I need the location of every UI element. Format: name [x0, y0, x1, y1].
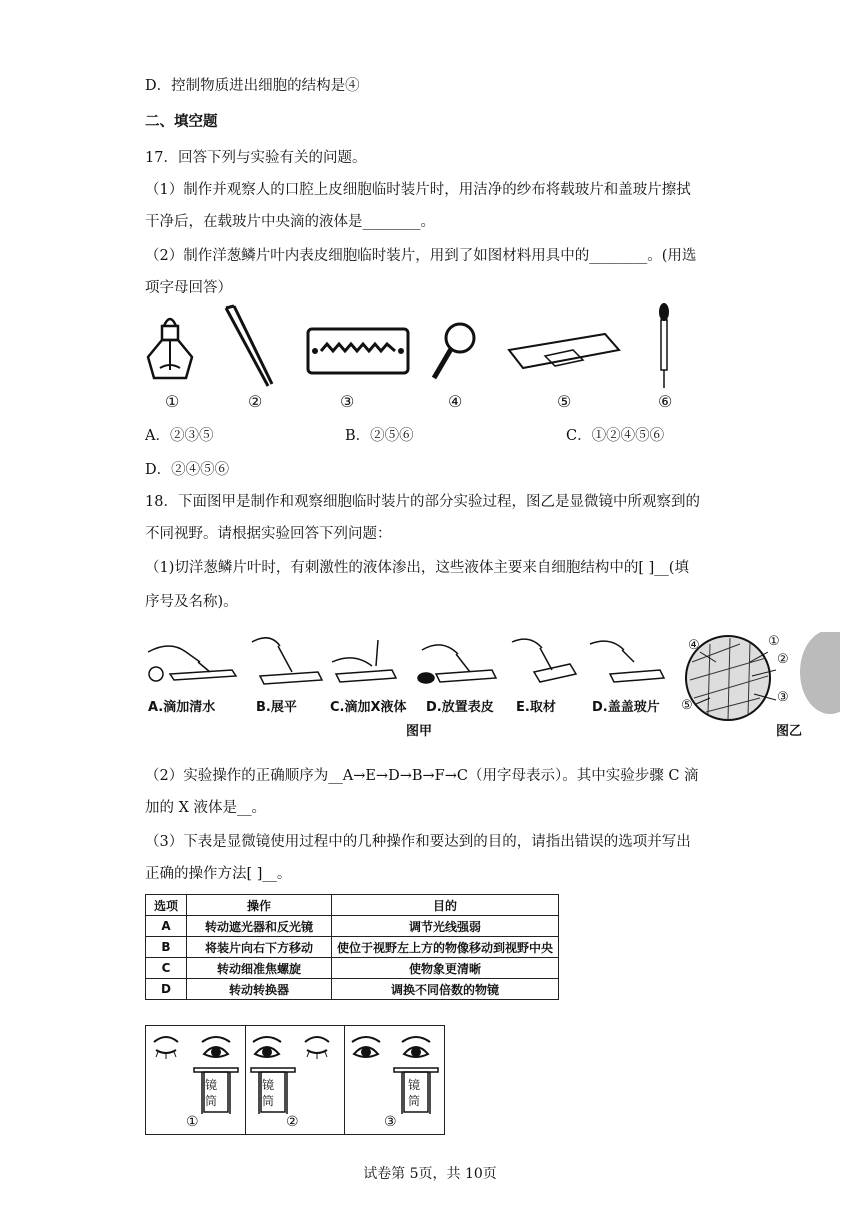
option-a: A．②③⑤ [145, 428, 214, 444]
table-cell: 使物象更清晰 [332, 958, 559, 979]
figure-yi-label: 图乙 [776, 724, 803, 739]
q17-part1: （1）制作并观察人的口腔上皮细胞临时装片时，用洁净的纱布将载玻片和盖玻片擦拭 [145, 182, 691, 198]
microscope-operations-table [145, 894, 559, 1000]
option-c: C．①②④⑤⑥ [566, 428, 665, 444]
table-cell: 转动转换器 [187, 979, 332, 1000]
q17-part2-cont: 项字母回答） [145, 280, 232, 296]
cell-label: ④ [688, 638, 700, 653]
q18-part1-cont: 序号及名称)。 [145, 594, 238, 610]
dropper-bottle-icon [140, 312, 200, 384]
q17-part2: （2）制作洋葱鳞片叶内表皮细胞临时装片，用到了如图材料用具中的________。(用选 [145, 248, 697, 264]
q18-part3: （3）下表是显微镜使用过程中的几种操作和要达到的目的，请指出错误的选项并写出 [145, 834, 691, 850]
table-header: 目的 [332, 895, 559, 916]
tool-number: ① [165, 392, 180, 411]
table-header: 操作 [187, 895, 332, 916]
tube-label: 筒 [205, 1094, 218, 1108]
figure-jia-label: 图甲 [406, 724, 433, 739]
table-row [146, 979, 559, 1000]
lab-tools-figure [140, 302, 700, 414]
step-label: D.盖盖玻片 [592, 700, 660, 715]
tool-number: ④ [448, 392, 463, 411]
tube-label: 筒 [408, 1094, 421, 1108]
step-label: E.取材 [516, 700, 556, 715]
experiment-steps-figure [140, 632, 840, 744]
tool-number: ③ [340, 392, 355, 411]
table-cell: 转动细准焦螺旋 [187, 958, 332, 979]
option-d: D．②④⑤⑥ [145, 462, 230, 478]
cell-label: ① [768, 634, 780, 649]
tube-label: 镜 [205, 1078, 218, 1092]
q18-part3-cont: 正确的操作方法[ ]__。 [145, 866, 292, 882]
tube-label: 镜 [262, 1078, 275, 1092]
option-d-line: D．控制物质进出细胞的结构是④ [145, 78, 360, 94]
tweezers-icon [220, 304, 280, 390]
question-17: 17．回答下列与实验有关的问题。 [145, 150, 367, 166]
tube-label: 镜 [408, 1078, 421, 1092]
table-cell: A [146, 916, 187, 937]
table-cell: C [146, 958, 187, 979]
tool-number: ② [248, 392, 263, 411]
panel-number: ③ [384, 1114, 397, 1130]
q18-part2: （2）实验操作的正确顺序为__A→E→D→B→F→C（用字母表示）。其中实验步骤 C 滴 [145, 768, 699, 784]
table-row [146, 937, 559, 958]
table-row [146, 958, 559, 979]
panel-number: ① [186, 1114, 199, 1130]
q18-part2-cont: 加的 X 液体是__。 [145, 800, 267, 816]
cell-label: ② [777, 652, 789, 667]
table-cell: 使位于视野左上方的物像移动到视野中央 [332, 937, 559, 958]
glass-slide-icon [505, 330, 623, 372]
razor-blade-icon [305, 326, 411, 376]
q18-part1: （1)切洋葱鳞片叶时，有刺激性的液体渗出，这些液体主要来自细胞结构中的[ ]__(填 [145, 560, 689, 576]
tool-number: ⑤ [557, 392, 572, 411]
step-label: A.滴加清水 [148, 700, 216, 715]
option-b: B．②⑤⑥ [345, 428, 414, 444]
step-label: B.展平 [256, 700, 297, 715]
step-label: D.放置表皮 [426, 700, 494, 715]
step-label: C.滴加X液体 [330, 700, 407, 715]
dropper-icon [654, 302, 674, 392]
cell-label: ⑤ [681, 698, 693, 713]
table-cell: 调节光线强弱 [332, 916, 559, 937]
tool-number: ⑥ [658, 392, 673, 411]
eye-observation-figure [145, 1025, 445, 1135]
table-cell: 将装片向右下方移动 [187, 937, 332, 958]
tube-label: 筒 [262, 1094, 275, 1108]
table-cell: 转动遮光器和反光镜 [187, 916, 332, 937]
cell-label: ③ [777, 690, 789, 705]
table-cell: D [146, 979, 187, 1000]
table-header-row [146, 895, 559, 916]
panel-number: ② [286, 1114, 299, 1130]
table-header: 选项 [146, 895, 187, 916]
question-18-cont: 不同视野。请根据实验回答下列问题： [145, 526, 392, 542]
table-cell: 调换不同倍数的物镜 [332, 979, 559, 1000]
table-cell: B [146, 937, 187, 958]
question-18: 18．下面图甲是制作和观察细胞临时装片的部分实验过程，图乙是显微镜中所观察到的 [145, 494, 700, 510]
table-row [146, 916, 559, 937]
q17-part1-cont: 干净后，在载玻片中央滴的液体是________。 [145, 214, 435, 230]
steps-drawing [140, 632, 840, 744]
magnifying-glass-icon [430, 320, 480, 382]
page-footer: 试卷第 5页，共 10页 [363, 1166, 497, 1182]
section-heading: 二、填空题 [145, 114, 218, 130]
